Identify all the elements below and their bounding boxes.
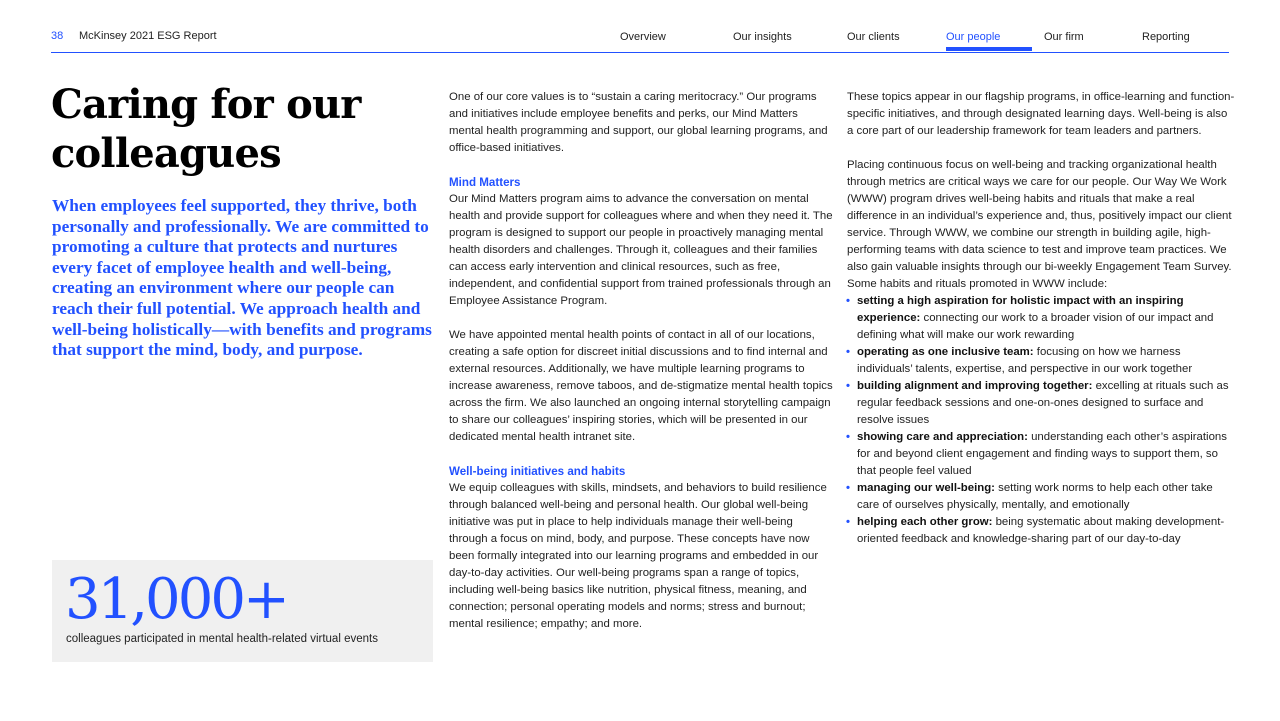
list-item-text: focusing on how we harness individuals’ talents, expertise, and perspective in our work together bbox=[857, 346, 1193, 375]
report-title: McKinsey 2021 ESG Report bbox=[79, 30, 217, 42]
list-item-text: connecting our work to a broader vision of our impact and defining what will make our work rewarding bbox=[857, 312, 1214, 341]
body-column-right bbox=[847, 89, 1235, 548]
nav-our-people[interactable]: Our people bbox=[946, 31, 1000, 51]
list-item-text: being systematic about making development-oriented feedback and knowledge-sharing part of our day-to-day bbox=[857, 516, 1225, 545]
mind-matters-heading: Mind Matters bbox=[449, 176, 521, 189]
topics-paragraph: These topics appear in our flagship programs, in office-learning and function-specific initiatives, and through designated learning days. Well-being is also a core part of our leadership framework for team leaders and partners. bbox=[847, 91, 1235, 137]
list-item-text: excelling at rituals such as regular feedback sessions and one-on-ones designed to surface and resolve issues bbox=[857, 380, 1229, 426]
list-item-lead: setting a high aspiration for holistic impact with an inspiring experience: bbox=[857, 295, 1184, 324]
body-column-middle bbox=[449, 89, 834, 650]
intro-paragraph: One of our core values is to “sustain a caring meritocracy.” Our programs and initiatives include employee benefits and perks, our Mind Matters mental health programming and support, our global learning programs, and office-based initiatives. bbox=[449, 91, 828, 154]
page-header bbox=[51, 0, 1229, 53]
mind-matters-paragraph: Our Mind Matters program aims to advance the conversation on mental health and provide support for colleagues where and when they need it. The program is designed to support our people in proactively managing mental health disorders and challenges. Through it, colleagues and their families can access early intervention and clinical resources, such as free, independent, and confidential support from trained professionals through an Employee Assistance Program. bbox=[449, 193, 833, 307]
nav-overview[interactable]: Overview bbox=[620, 31, 666, 43]
stat-value: 31,000+ bbox=[65, 567, 287, 632]
list-item-lead: building alignment and improving together: bbox=[857, 380, 1093, 392]
list-item-text: setting work norms to help each other take care of ourselves physically, mentally, and emotionally bbox=[857, 482, 1213, 511]
nav-reporting[interactable]: Reporting bbox=[1142, 31, 1190, 43]
wellbeing-paragraph: We equip colleagues with skills, mindsets, and behaviors to build resilience through balanced well-being and personal health. Our global well-being initiative was put in place to help individuals manage their well-being through a focus on mind, body, and purpose. These concepts have now been formally integrated into our learning programs and embedded in our day-to-day activities. Our well-being programs span a range of topics, including well-being basics like nutrition, physical fitness, meaning, and connection; personal operating models and norms; stress and burnout; mental resilience; empathy; and more. bbox=[449, 482, 827, 630]
nav-our-firm[interactable]: Our firm bbox=[1044, 31, 1084, 43]
list-item bbox=[847, 480, 1235, 514]
list-item bbox=[847, 293, 1235, 344]
list-item-lead: showing care and appreciation: bbox=[857, 431, 1028, 443]
list-item bbox=[847, 514, 1235, 548]
stat-caption: colleagues participated in mental health-related virtual events bbox=[66, 633, 378, 645]
habits-list bbox=[847, 293, 1235, 548]
list-item-lead: operating as one inclusive team: bbox=[857, 346, 1034, 358]
top-nav bbox=[51, 0, 1229, 52]
lead-paragraph: When employees feel supported, they thrive, both personally and professionally. We are committed to promoting a culture that protects and nurtures every facet of employee health and well-being, creating an environment where our people can reach their full potential. We approach health and well-being holistically—with benefits and programs that support the mind, body, and purpose. bbox=[52, 196, 432, 360]
list-item bbox=[847, 344, 1235, 378]
list-item-lead: helping each other grow: bbox=[857, 516, 993, 528]
page-number: 38 bbox=[51, 30, 64, 42]
wellbeing-heading: Well-being initiatives and habits bbox=[449, 465, 626, 478]
mind-matters-paragraph-2: We have appointed mental health points of contact in all of our locations, creating a safe option for discreet initial discussions and to find internal and external resources. Additionally, we have multiple learning programs to increase awareness, remove taboos, and de-stigmatize mental health topics across the firm. We also launched an ongoing internal storytelling campaign to share our colleagues’ inspiring stories, which will be presented in our dedicated mental health intranet site. bbox=[449, 329, 833, 443]
page-title: Caring for our colleagues bbox=[51, 81, 361, 177]
www-paragraph: Placing continuous focus on well-being and tracking organizational health through metrics are critical ways we care for our people. Our Way We Work (WWW) program drives well-being habits and rituals that make a real difference in an individual’s experience and, thus, positively impact our client service. Through WWW, we combine our strength in building agile, high-performing teams with data science to test and improve team practices. We also gain valuable insights through our bi-weekly Engagement Team Survey. Some habits and rituals promoted in WWW include: bbox=[847, 159, 1232, 290]
nav-our-clients[interactable]: Our clients bbox=[847, 31, 900, 43]
list-item bbox=[847, 429, 1235, 480]
list-item-lead: managing our well-being: bbox=[857, 482, 995, 494]
list-item bbox=[847, 378, 1235, 429]
stat-callout bbox=[52, 560, 433, 662]
nav-our-insights[interactable]: Our insights bbox=[733, 31, 792, 43]
list-item-text: understanding each other’s aspirations for and beyond client engagement and finding ways to support them, so that people feel valued bbox=[857, 431, 1227, 477]
